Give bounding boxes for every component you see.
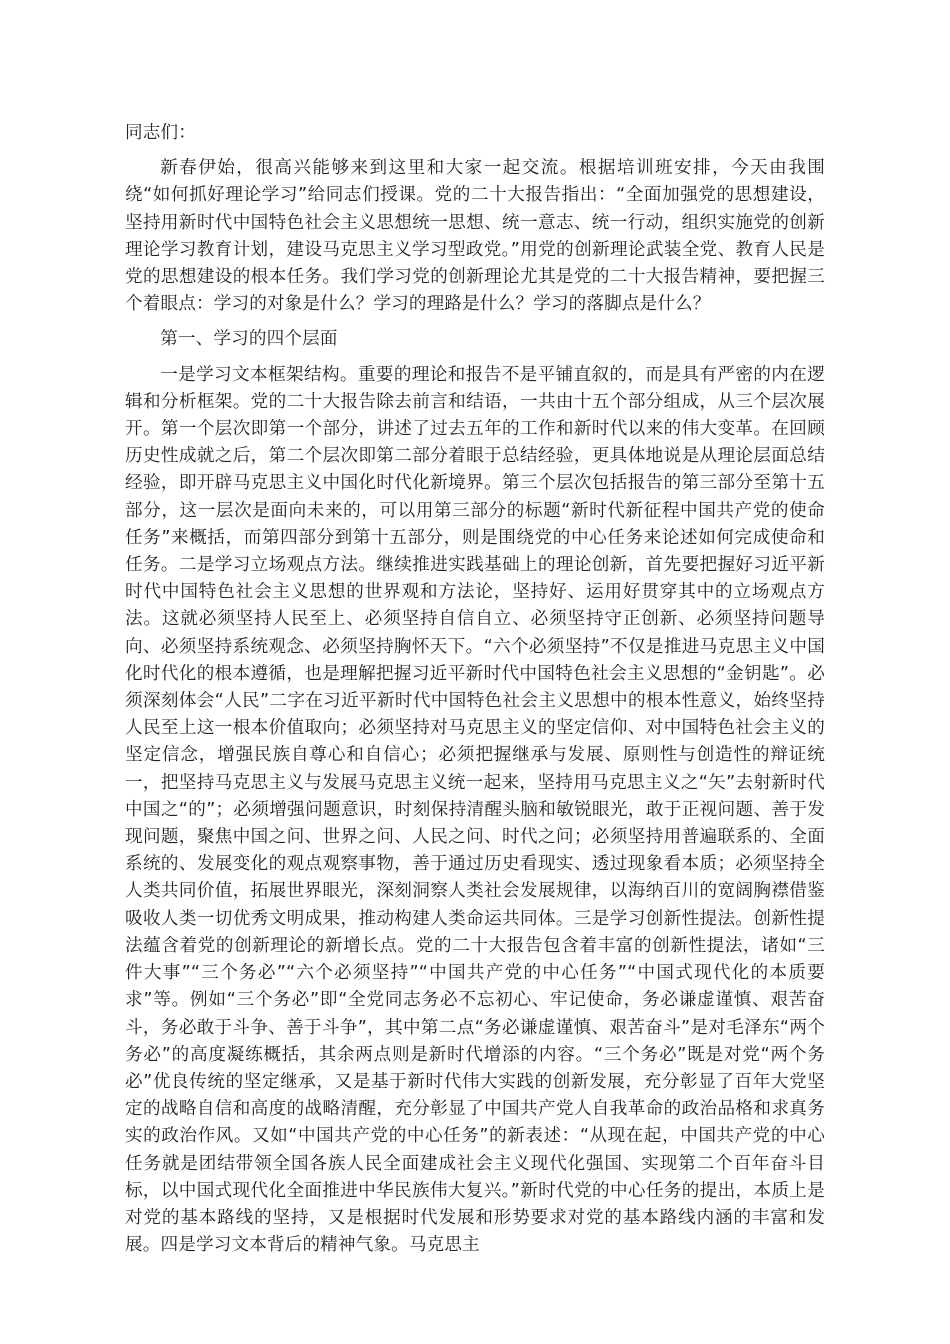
document-page	[125, 120, 825, 1267]
body-paragraph: 一是学习文本框架结构。重要的理论和报告不是平铺直叙的，而是具有严密的内在逻辑和分析框架。党的二十大报告除去前言和结语，一共由十五个部分组成，从三个层次展开。第一个层次即第一个部分，讲述了过去五年的工作和新时代以来的伟大变革。在回顾历史性成就之后，第二个层次即第二部分着眼于总结经验，更具体地说是从理论层面总结经验，即开辟马克思主义中国化时代化新境界。第三个层次包括报告的第三部分至第十五部分，这一层次是面向未来的，可以用第三部分的标题“新时代新征程中国共产党的使命任务”来概括，而第四部分到第十五部分，则是围绕党的中心任务来论述如何完成使命和任务。二是学习立场观点方法。继续推进实践基础上的理论创新，首先要把握好习近平新时代中国特色社会主义思想的世界观和方法论，坚持好、运用好贯穿其中的立场观点方法。这就必须坚持人民至上、必须坚持自信自立、必须坚持守正创新、必须坚持问题导向、必须坚持系统观念、必须坚持胸怀天下。“六个必须坚持”不仅是推进马克思主义中国化时代化的根本遵循，也是理解把握习近平新时代中国特色社会主义思想的“金钥匙”。必须深刻体会“人民”二字在习近平新时代中国特色社会主义思想中的根本性意义，始终坚持人民至上这一根本价值取向；必须坚持对马克思主义的坚定信仰、对中国特色社会主义的坚定信念，增强民族自尊心和自信心；必须把握继承与发展、原则性与创造性的辩证统一，把坚持马克思主义与发展马克思主义统一起来，坚持用马克思主义之“矢”去射新时代中国之“的”；必须增强问题意识，时刻保持清醒头脑和敏锐眼光，敢于正视问题、善于发现问题，聚焦中国之问、世界之问、人民之问、时代之问；必须坚持用普遍联系的、全面系统的、发展变化的观点观察事物，善于通过历史看现实、透过现象看本质；必须坚持全人类共同价值，拓展世界眼光，深刻洞察人类社会发展规律，以海纳百川的宽阔胸襟借鉴吸收人类一切优秀文明成果，推动构建人类命运共同体。三是学习创新性提法。创新性提法蕴含着党的创新理论的新增长点。党的二十大报告包含着丰富的创新性提法，诸如“三件大事”“三个务必”“六个必须坚持”“中国共产党的中心任务”“中国式现代化的本质要求”等。例如“三个务必”即“全党同志务必不忘初心、牢记使命，务必谦虚谨慎、艰苦奋斗，务必敢于斗争、善于斗争”，其中第二点“务必谦虚谨慎、艰苦奋斗”是对毛泽东“两个务必”的高度凝练概括，其余两点则是新时代增添的内容。“三个务必”既是对党“两个务必”优良传统的坚定继承，又是基于新时代伟大实践的创新发展，充分彰显了百年大党坚定的战略自信和高度的战略清醒，充分彰显了中国共产党人自我革命的政治品格和求真务实的政治作风。又如“中国共产党的中心任务”的新表述：“从现在起，中国共产党的中心任务就是团结带领全国各族人民全面建成社会主义现代化强国、实现第二个百年奋斗目标，以中国式现代化全面推进中华民族伟大复兴。”新时代党的中心任务的提出，本质上是对党的基本路线的坚持，又是根据时代发展和形势要求对党的基本路线内涵的丰富和发展。四是学习文本背后的精神气象。马克思主	[125, 364, 825, 1256]
intro-paragraph: 新春伊始，很高兴能够来到这里和大家一起交流。根据培训班安排，今天由我围绕“如何抓好理论学习”给同志们授课。党的二十大报告指出：“全面加强党的思想建设，坚持用新时代中国特色社会主义思想统一思想、统一意志、统一行动，组织实施党的创新理论学习教育计划，建设马克思主义学习型政党。”用党的创新理论武装全党、教育人民是党的思想建设的根本任务。我们学习党的创新理论尤其是党的二十大报告精神，要把握三个着眼点：学习的对象是什么？学习的理路是什么？学习的落脚点是什么？	[125, 158, 825, 315]
salutation: 同志们：	[125, 123, 196, 143]
section-heading: 第一、学习的四个层面	[160, 329, 338, 350]
